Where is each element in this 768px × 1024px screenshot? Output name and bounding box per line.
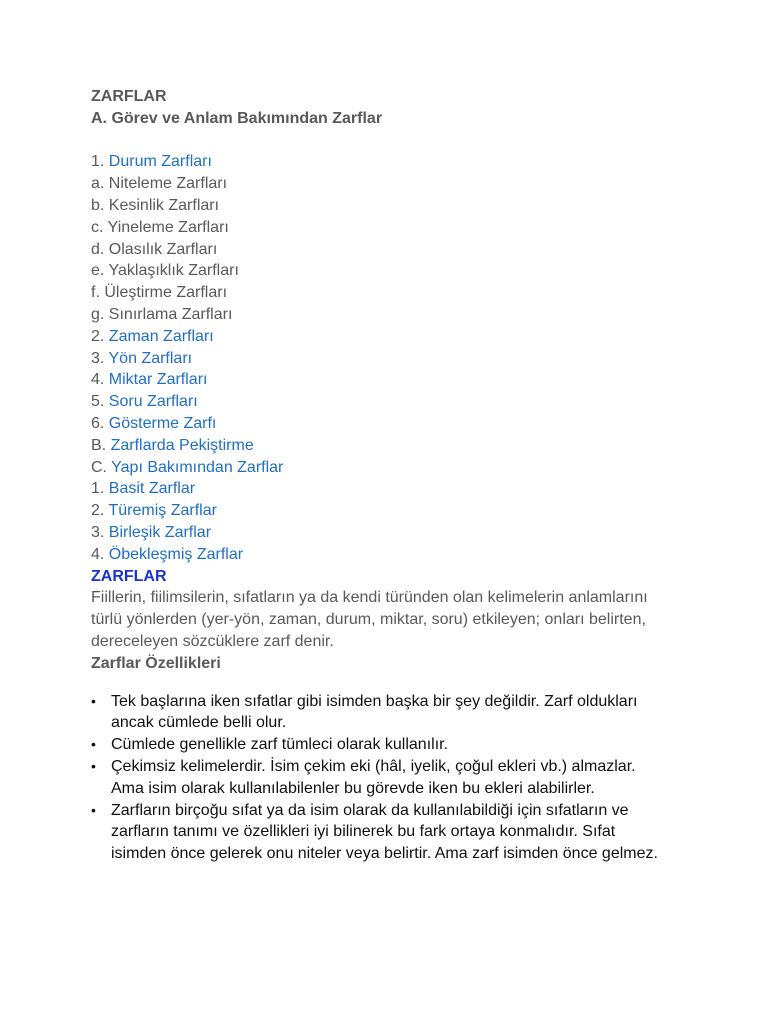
bullet-icon: • [91,801,96,818]
toc-item[interactable] [91,457,691,479]
toc-item-number: C. [91,458,112,476]
toc-item-number: 5. [91,393,109,411]
document-title: ZARFLAR [91,88,167,105]
toc-item-label: Sınırlama Zarfları [108,305,233,323]
toc-item-number: e. [91,262,109,280]
toc-item-label: Olasılık Zarfları [108,240,218,258]
list-item-text: Tek başlarına iken sıfatlar gibi isimden başka bir şey değildir. Zarf oldukları ancak cümlede belli olur. [111,692,638,732]
toc-item[interactable] [91,151,691,173]
list-item [91,800,666,865]
list-item-text: Zarfların birçoğu sıfat ya da isim olarak da kullanılabildiği için sıfatların ve zarfların tanımı ve özellikleri iyi bilinerek bu fark ortaya konmalıdır. Sıfat isimden önce gelerek onu niteler veya belirtir. Ama zarf isimden önce gelmez. [111,801,658,863]
toc-item-number: f. [91,284,105,302]
toc-item-link[interactable]: Öbekleşmiş Zarflar [108,545,244,563]
definition-paragraph: Fiillerin, fiilimsilerin, sıfatların ya da kendi türünden olan kelimelerin anlamlarını türlü yönlerden (yer-yön, zaman, durum, miktar, soru) etkileyen; onları belirten, dereceleyen sözcüklere zarf denir. [91,589,648,650]
toc-item-number: c. [91,218,108,236]
properties-list [91,691,691,865]
toc-item[interactable] [91,500,691,522]
list-item [91,691,666,735]
toc-item [91,282,691,304]
toc-item-number: B. [91,436,111,454]
toc-item-label: Niteleme Zarfları [108,175,228,193]
toc-item-number: a. [91,175,109,193]
toc-item-link[interactable]: Basit Zarflar [108,480,196,498]
toc-item-number: 2. [91,502,109,520]
toc-item-label: Yineleme Zarfları [107,218,229,236]
toc-item-link[interactable]: Miktar Zarfları [108,371,208,389]
toc-item-link[interactable]: Türemiş Zarflar [108,502,217,520]
toc-item-link[interactable]: Zaman Zarfları [108,327,214,345]
toc-item[interactable] [91,413,691,435]
toc-item-number: 4. [91,371,109,389]
toc-item [91,195,691,217]
toc-item-link[interactable]: Durum Zarfları [108,153,212,171]
toc-item [91,304,691,326]
toc-item-number: 3. [91,349,109,367]
toc-item [91,173,691,195]
toc-item-link[interactable]: Zarflarda Pekiştirme [110,436,254,454]
toc-item-link[interactable]: Yön Zarfları [108,349,193,367]
toc-item [91,217,691,239]
toc-item-number: 3. [91,523,109,541]
table-of-contents [91,151,691,565]
toc-item[interactable] [91,348,691,370]
toc-item-link[interactable]: Birleşik Zarflar [108,523,212,541]
toc-item-link[interactable]: Soru Zarfları [108,393,198,411]
toc-item[interactable] [91,435,691,457]
toc-item-number: 6. [91,414,109,432]
toc-item [91,260,691,282]
list-item-text: Çekimsiz kelimelerdir. İsim çekim eki (hâl, iyelik, çoğul ekleri vb.) almazlar. Ama isim olarak kullanılabilenler bu görevde iken bu ekleri alabilirler. [111,757,636,797]
toc-item-link[interactable]: Gösterme Zarfı [108,414,217,432]
bullet-icon: • [91,757,96,774]
toc-item-number: d. [91,240,109,258]
toc-item[interactable] [91,369,691,391]
list-item [91,756,666,800]
toc-item[interactable] [91,544,691,566]
section-title: ZARFLAR [91,567,167,585]
toc-item-number: g. [91,305,109,323]
toc-item-number: 1. [91,480,109,498]
bullet-icon: • [91,736,96,753]
toc-item-number: 4. [91,545,109,563]
document-page [91,86,691,865]
toc-item[interactable] [91,391,691,413]
toc-item-label: Üleştirme Zarfları [104,284,228,302]
list-item [91,734,666,756]
toc-item[interactable] [91,522,691,544]
bullet-icon: • [91,692,96,709]
toc-item [91,239,691,261]
toc-item-label: Yaklaşıklık Zarfları [108,262,239,280]
toc-item-number: 1. [91,153,109,171]
toc-item[interactable] [91,326,691,348]
properties-heading: Zarflar Özellikleri [91,654,221,672]
toc-item-number: b. [91,196,109,214]
toc-item-label: Kesinlik Zarfları [108,196,220,214]
toc-item[interactable] [91,478,691,500]
toc-item-link[interactable]: Yapı Bakımından Zarflar [111,458,284,476]
document-subtitle: A. Görev ve Anlam Bakımından Zarflar [91,109,383,127]
toc-item-number: 2. [91,327,109,345]
list-item-text: Cümlede genellikle zarf tümleci olarak kullanılır. [111,736,449,754]
spacer [91,130,691,152]
